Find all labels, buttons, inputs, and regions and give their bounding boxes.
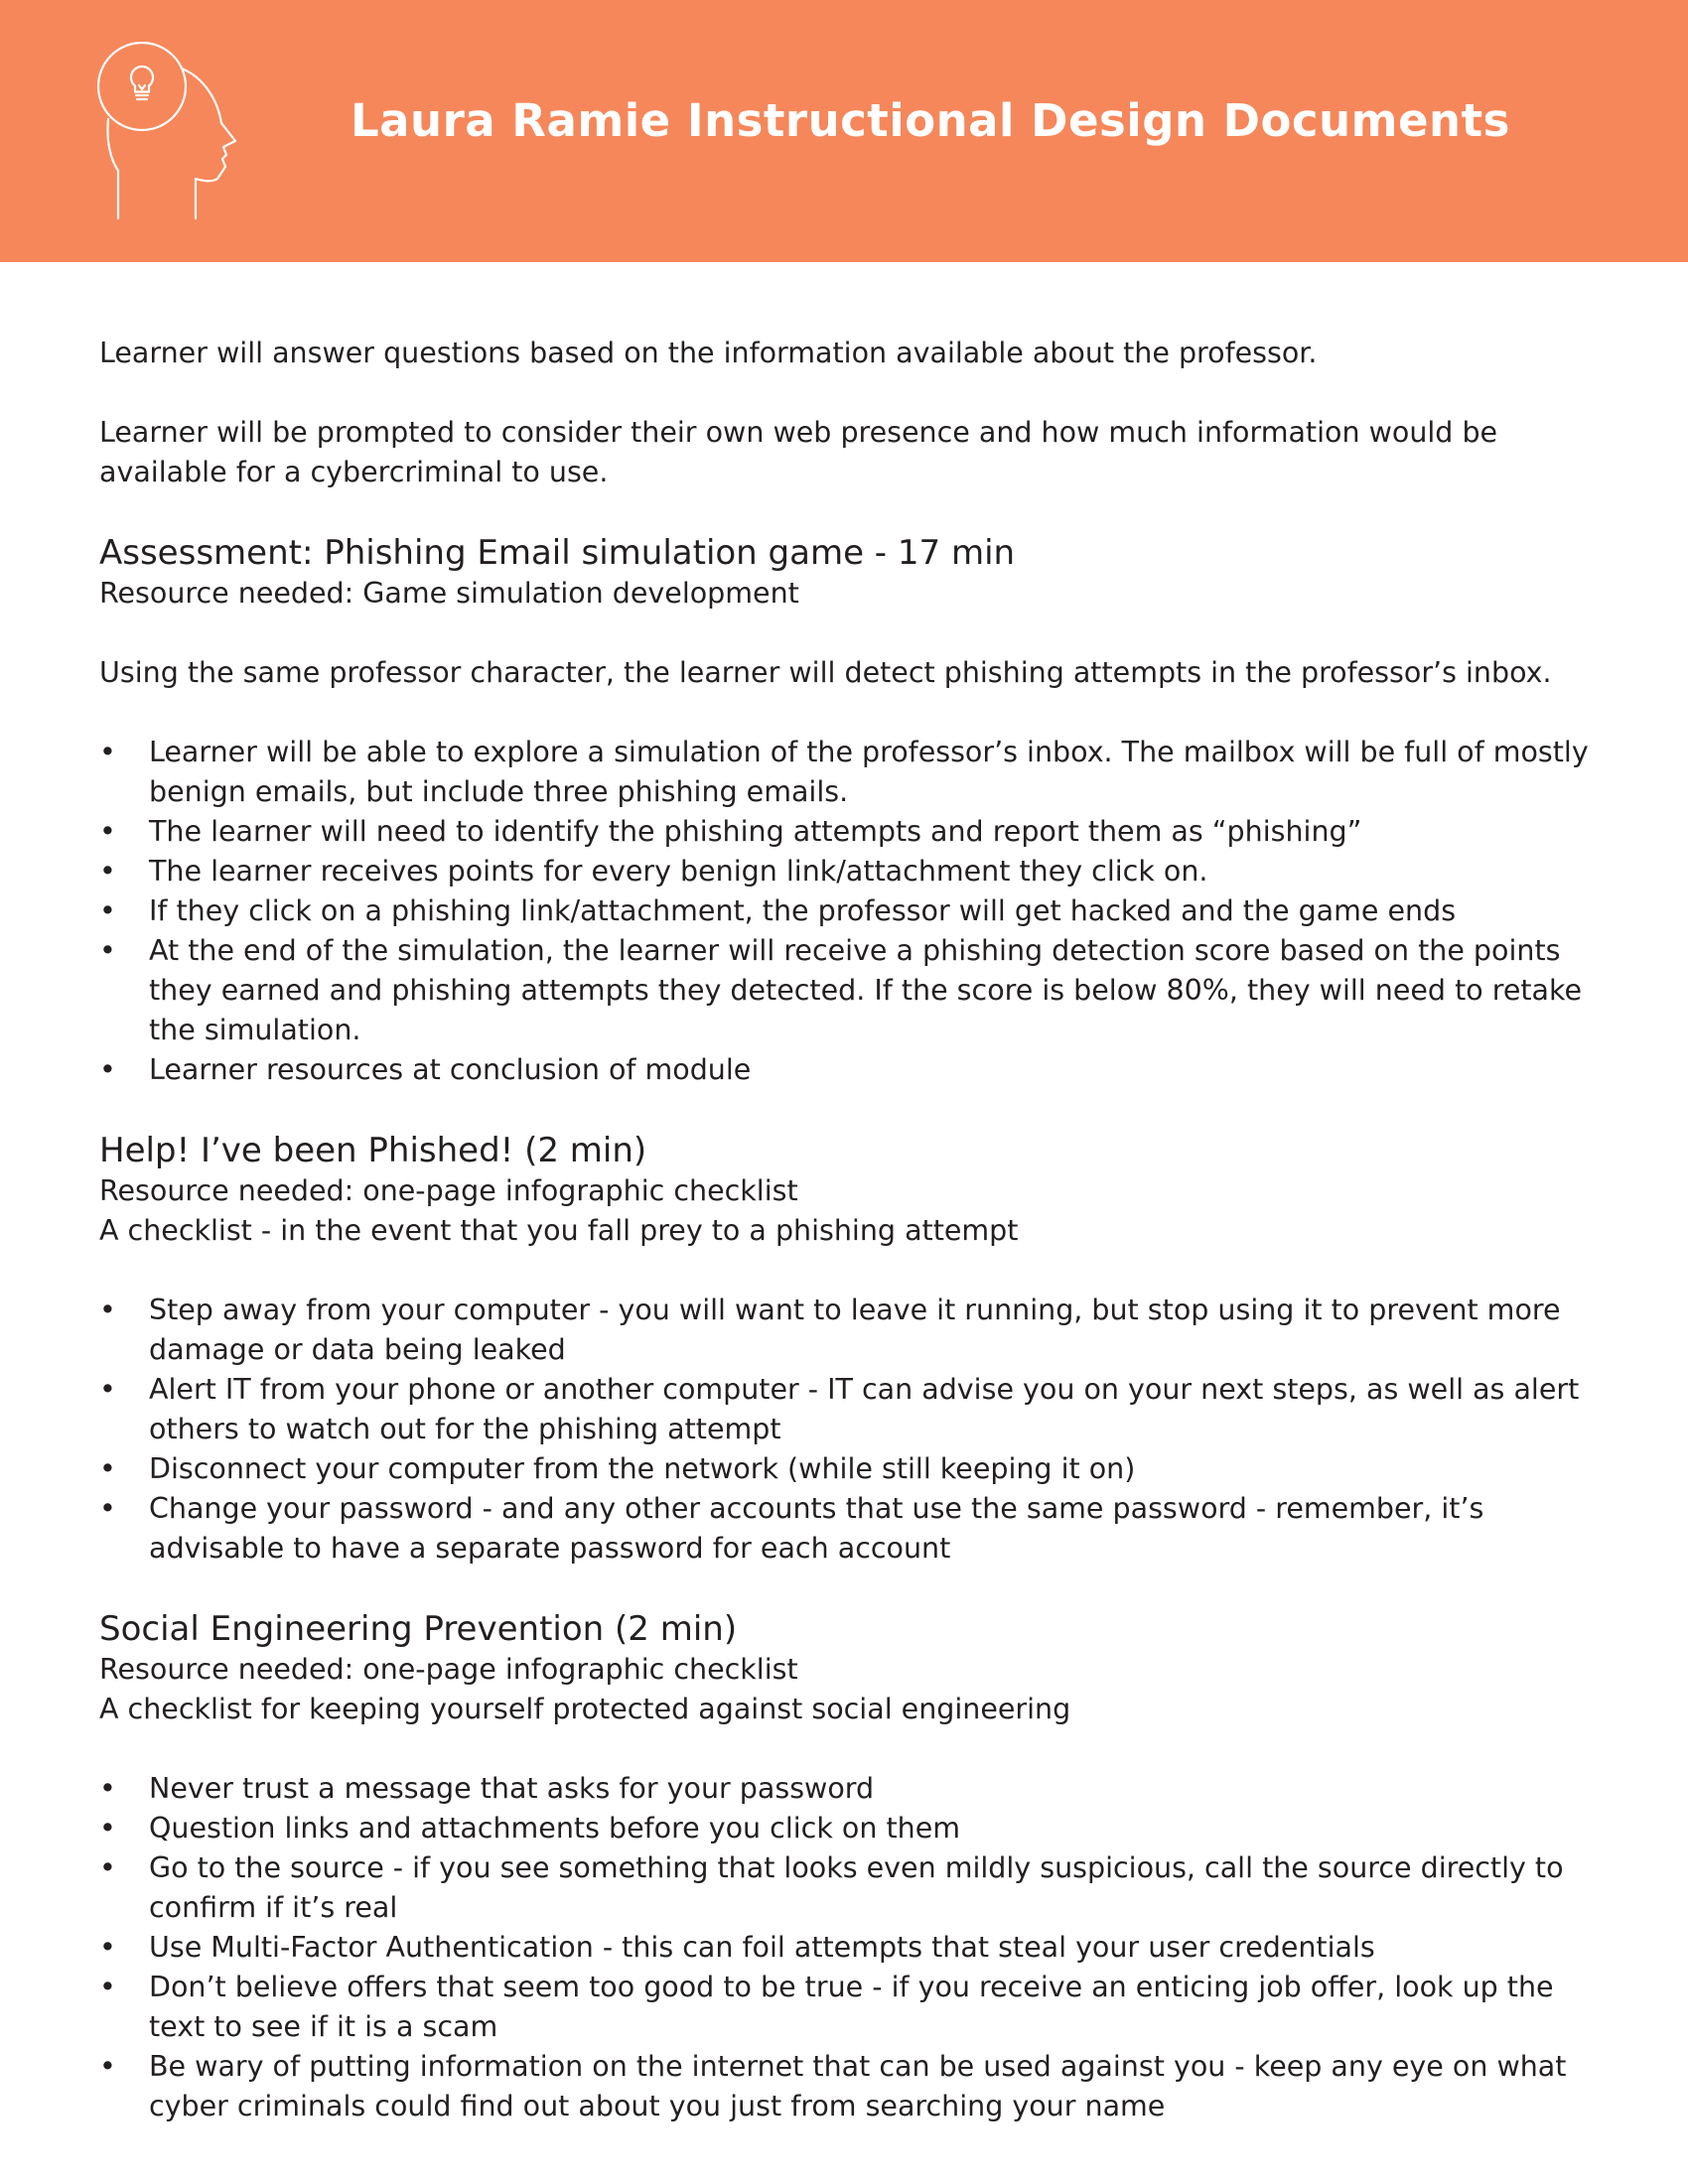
list-item <box>99 1848 1589 1928</box>
list-item-text: At the end of the simulation, the learner will receive a phishing detection score based on the points they earned and phishing attempts they detected. If the score is below 80%, they will need to retake the simulation. <box>149 934 1583 1046</box>
document-body <box>99 334 1589 2126</box>
bullet-icon: • <box>99 1053 116 1086</box>
section-title-social: Social Engineering Prevention (2 min) <box>99 1609 738 1649</box>
list-item-text: Learner will be able to explore a simulation of the professor’s inbox. The mailbox will be full of mostly benign emails, but include three phishing emails. <box>149 736 1589 808</box>
list-item-text: Question links and attachments before you click on them <box>149 1812 961 1844</box>
list-item-text: Never trust a message that asks for your password <box>149 1772 875 1805</box>
bullet-icon: • <box>99 855 116 887</box>
intro-paragraph: Learner will be prompted to consider their own web presence and how much information would be available for a cybercriminal to use. <box>99 416 1498 488</box>
section-description: Using the same professor character, the learner will detect phishing attempts in the professor’s inbox. <box>99 656 1552 689</box>
bullet-icon: • <box>99 1452 116 1485</box>
section-description: A checklist - in the event that you fall prey to a phishing attempt <box>99 1214 1019 1247</box>
list-item-text: Be wary of putting information on the internet that can be used against you - keep any eye on what cyber criminals could find out about you just from searching your name <box>149 2050 1567 2122</box>
list-item-text: Go to the source - if you see something that looks even mildly suspicious, call the source directly to confirm if it’s real <box>149 1851 1564 1924</box>
list-item-text: Change your password - and any other accounts that use the same password - remember, it’s advisable to have a separate password for each account <box>149 1492 1484 1565</box>
list-item-text: The learner will need to identify the phishing attempts and report them as “phishing” <box>149 815 1362 848</box>
list-item <box>99 812 1589 852</box>
assessment-list <box>99 733 1589 1090</box>
resource-needed: Resource needed: Game simulation development <box>99 577 799 610</box>
social-list <box>99 1769 1589 2126</box>
list-item-text: Don’t believe offers that seem too good to be true - if you receive an enticing job offer, look up the text to see if it is a scam <box>149 1971 1554 2043</box>
bullet-icon: • <box>99 934 116 967</box>
list-item <box>99 931 1589 1050</box>
list-item-text: Disconnect your computer from the network (while still keeping it on) <box>149 1452 1136 1485</box>
list-item-text: Use Multi-Factor Authentication - this can foil attempts that steal your user credentials <box>149 1931 1375 1964</box>
resource-needed: Resource needed: one-page infographic checklist <box>99 1653 798 1686</box>
list-item <box>99 2047 1589 2126</box>
list-item <box>99 852 1589 891</box>
list-item-text: If they click on a phishing link/attachment, the professor will get hacked and the game ends <box>149 894 1457 927</box>
list-item <box>99 1449 1589 1489</box>
list-item-text: Alert IT from your phone or another computer - IT can advise you on your next steps, as well as alert others to watch out for the phishing attempt <box>149 1373 1580 1445</box>
bullet-icon: • <box>99 1851 116 1884</box>
list-item <box>99 1769 1589 1809</box>
page-header <box>0 0 1688 262</box>
list-item <box>99 1291 1589 1370</box>
bullet-icon: • <box>99 1772 116 1805</box>
intro-paragraph: Learner will answer questions based on the information available about the professor. <box>99 337 1318 369</box>
bullet-icon: • <box>99 1931 116 1964</box>
list-item <box>99 1370 1589 1449</box>
bullet-icon: • <box>99 1492 116 1525</box>
bullet-icon: • <box>99 1294 116 1326</box>
head-lightbulb-icon <box>94 42 243 220</box>
list-item <box>99 733 1589 812</box>
list-item <box>99 1489 1589 1569</box>
section-description: A checklist for keeping yourself protected against social engineering <box>99 1693 1071 1725</box>
list-item-text: Step away from your computer - you will want to leave it running, but stop using it to prevent more damage or data being leaked <box>149 1294 1561 1366</box>
page-title: Laura Ramie Instructional Design Documents <box>351 94 1510 147</box>
bullet-icon: • <box>99 815 116 848</box>
bullet-icon: • <box>99 736 116 768</box>
resource-needed: Resource needed: one-page infographic checklist <box>99 1174 798 1207</box>
bullet-icon: • <box>99 1373 116 1406</box>
list-item <box>99 891 1589 931</box>
list-item-text: The learner receives points for every benign link/attachment they click on. <box>149 855 1208 887</box>
list-item <box>99 1809 1589 1848</box>
bullet-icon: • <box>99 1812 116 1844</box>
phished-list <box>99 1291 1589 1569</box>
list-item <box>99 1968 1589 2047</box>
bullet-icon: • <box>99 2050 116 2083</box>
section-title-phished: Help! I’ve been Phished! (2 min) <box>99 1131 647 1170</box>
bullet-icon: • <box>99 1971 116 2003</box>
list-item <box>99 1050 1589 1090</box>
list-item <box>99 1928 1589 1968</box>
bullet-icon: • <box>99 894 116 927</box>
section-title-assessment: Assessment: Phishing Email simulation game - 17 min <box>99 533 1016 573</box>
list-item-text: Learner resources at conclusion of module <box>149 1053 752 1086</box>
